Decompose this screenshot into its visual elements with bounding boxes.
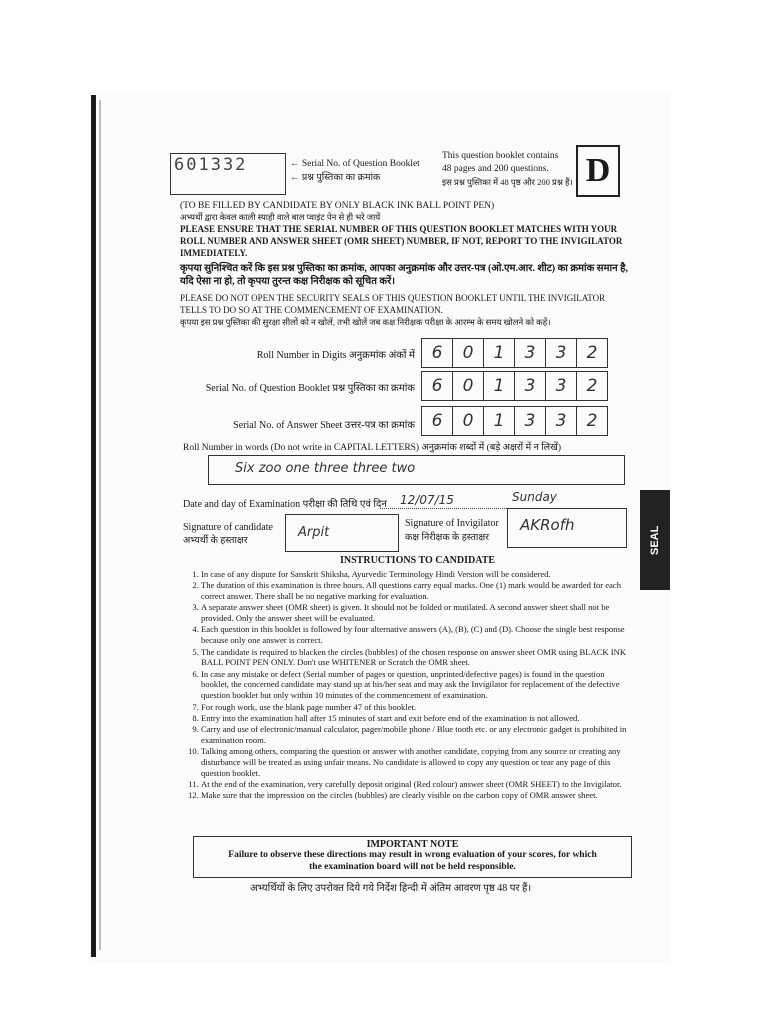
instructions-list [183, 569, 633, 802]
answer-sheet-digit: 3 [514, 406, 546, 436]
answer-sheet-label: Serial No. of Answer Sheet उत्तर-पत्र का क्रमांक [233, 420, 415, 431]
date-value: 12/07/15 [400, 493, 454, 507]
booklet-digit: 2 [576, 371, 608, 401]
answer-sheet-digit: 2 [576, 406, 608, 436]
instruction-item: 10. Talking among others, comparing the question or answer with another candidate, copying from any source or creating any disturbance will be treated as using unfair means. No candidate is allowed to copy any question or tear any page of this question booklet. [201, 746, 633, 778]
fill-instruction-hi: अभ्यर्थी द्वारा केवल काली स्याही वाले बाल प्वाइंट पेन से ही भरे जायें [180, 212, 381, 222]
instruction-item: 4. Each question in this booklet is followed by four alternative answers (A), (B), (C) and (D). Choose the single best response because only one answer is correct. [201, 624, 633, 646]
instruction-item: 12. Make sure that the impression on the circles (bubbles) are clearly visible on the carbon copy of OMR answer sheet. [201, 790, 633, 801]
date-label: Date and day of Examination परीक्षा की तिथि एवं दिन [183, 499, 387, 510]
hindi-footer-note: अभ्यर्थियों के लिए उपरोक्त दिये गये निर्देश हिन्दी में अंतिम आवरण पृष्ठ 48 पर हैं। [250, 883, 532, 894]
instruction-item: 2. The duration of this examination is three hours. All questions carry equal marks. One (1) mark would be awarded for each correct answer. There shall be no negative marking for evaluation. [201, 580, 633, 602]
roll-words-label: Roll Number in words (Do not write in CAPITAL LETTERS) अनुक्रमांक शब्दों में (बड़े अक्षरों में न लिखें) [183, 443, 562, 453]
roll-digit: 3 [545, 338, 577, 368]
answer-sheet-digit: 6 [421, 406, 453, 436]
invigilator-signature: AKRofh [520, 516, 575, 534]
security-seal-sticker: SEAL [640, 490, 670, 590]
booklet-digit: 0 [452, 371, 484, 401]
serial-label-hi: ← प्रश्न पुस्तिका का क्रमांक [290, 173, 381, 183]
instruction-item: 3. A separate answer sheet (OMR sheet) is given. It should not be folded or mutilated. A second answer sheet shall not be provided. Only the answer sheet will be evaluated. [201, 602, 633, 624]
booklet-digits-boxes [422, 371, 608, 401]
answer-sheet-digit: 3 [545, 406, 577, 436]
roll-digit: 1 [483, 338, 515, 368]
important-note-text: Failure to observe these directions may result in wrong evaluation of your scores, for which the examination board will not be held responsible. [228, 850, 597, 872]
fill-instruction-en: (TO BE FILLED BY CANDIDATE BY ONLY BLACK INK BALL POINT PEN) [180, 201, 495, 211]
instruction-item: 6. In case any mistake or defect (Serial number of pages or question, unprinted/defective pages) is found in the question booklet, the concerned candidate may stand up at his/her seat and may ask the Invigilator for replacement of the defective question booklet but only within 10 minutes of the commencement of examination. [201, 669, 633, 701]
contents-hi: इस प्रश्न पुस्तिका में 48 पृष्ठ और 200 प्रश्न हैं। [442, 177, 573, 187]
candidate-signature: Arpit [298, 525, 330, 540]
seal-instruction-en: PLEASE DO NOT OPEN THE SECURITY SEALS OF THIS QUESTION BOOKLET UNTIL THE INVIGILATOR TELLS TO DO SO AT THE COMMENCEMENT OF EXAMINATION. [180, 293, 606, 315]
instruction-item: 11. At the end of the examination, very carefully deposit original (Red colour) answer sheet (OMR SHEET) to the Invigilator. [201, 779, 633, 790]
instruction-item: 7. For rough work, use the blank page number 47 of this booklet. [201, 702, 633, 713]
candidate-signature-label-hi: अभ्यर्थी के हस्ताक्षर [183, 536, 248, 546]
answer-sheet-digit: 0 [452, 406, 484, 436]
ensure-instruction-en: PLEASE ENSURE THAT THE SERIAL NUMBER OF THIS QUESTION BOOKLET MATCHES WITH YOUR ROLL NUMBER AND ANSWER SHEET (OMR SHEET) NUMBER, IF NOT, REPORT TO THE INVIGILATOR IMMEDIATELY. [180, 224, 623, 258]
booklet-serial-value: 601332 [174, 155, 248, 175]
roll-digit: 2 [576, 338, 608, 368]
ensure-instruction-hi: कृपया सुनिश्चित करें कि इस प्रश्न पुस्तिका का क्रमांक, आपका अनुक्रमांक और उत्तर-पत्र (ओ.एम.आर. शीट) का क्रमांक समान है, यदि ऐसा ना हो, तो कृपया तुरन्त कक्ष निरीक्षक को सूचित करें। [180, 263, 628, 287]
instruction-item: 5. The candidate is required to blacken the circles (bubbles) of the chosen response on answer sheet OMR using BLACK INK BALL POINT PEN ONLY. Don't use WHITENER or Scratch the OMR sheet. [201, 647, 633, 669]
booklet-serial-label: Serial No. of Question Booklet प्रश्न पुस्तिका का क्रमांक [205, 383, 415, 394]
invigilator-signature-label-hi: कक्ष निरीक्षक के हस्ताक्षर [405, 533, 490, 543]
roll-digits-label: Roll Number in Digits अनुक्रमांक अंकों में [256, 350, 415, 361]
roll-digits-boxes [422, 338, 608, 368]
invigilator-signature-label-en: Signature of Invigilator [405, 518, 499, 529]
answer-sheet-digits-boxes [422, 406, 608, 436]
roll-digit: 3 [514, 338, 546, 368]
page-binding-line [99, 100, 101, 950]
contents-en-2: 48 pages and 200 questions. [442, 164, 549, 174]
instruction-item: 1. In case of any dispute for Sanskrit Shiksha, Ayurvedic Terminology Hindi Version will be considered. [201, 569, 633, 580]
booklet-digit: 3 [545, 371, 577, 401]
day-value: Sunday [512, 490, 557, 504]
important-note-box [193, 836, 632, 878]
booklet-digit: 6 [421, 371, 453, 401]
contents-en-1: This question booklet contains [442, 151, 559, 161]
roll-words-value: Six zoo one three three two [235, 461, 416, 476]
seal-instruction-hi: कृपया इस प्रश्न पुस्तिका की सुरक्षा सीलों को न खोलें, तभी खोलें जब कक्ष निरीक्षक परीक्षा के आरम्भ के समय खोलने को कहें। [180, 317, 551, 327]
booklet-digit: 3 [514, 371, 546, 401]
instruction-item: 9. Carry and use of electronic/manual calculator, pager/mobile phone / Blue tooth etc. or any electronic gadget is prohibited in examination room. [201, 724, 633, 746]
roll-digit: 0 [452, 338, 484, 368]
serial-label-en: ← Serial No. of Question Booklet [290, 159, 420, 169]
instructions-title: INSTRUCTIONS TO CANDIDATE [340, 555, 496, 566]
answer-sheet-digit: 1 [483, 406, 515, 436]
important-note-title: IMPORTANT NOTE [366, 839, 459, 850]
booklet-digit: 1 [483, 371, 515, 401]
series-code: D [576, 145, 620, 197]
page-left-edge [91, 95, 96, 957]
candidate-signature-label-en: Signature of candidate [183, 522, 273, 533]
roll-digit: 6 [421, 338, 453, 368]
instruction-item: 8. Entry into the examination hall after 15 minutes of start and exit before end of the examination is not allowed. [201, 713, 633, 724]
